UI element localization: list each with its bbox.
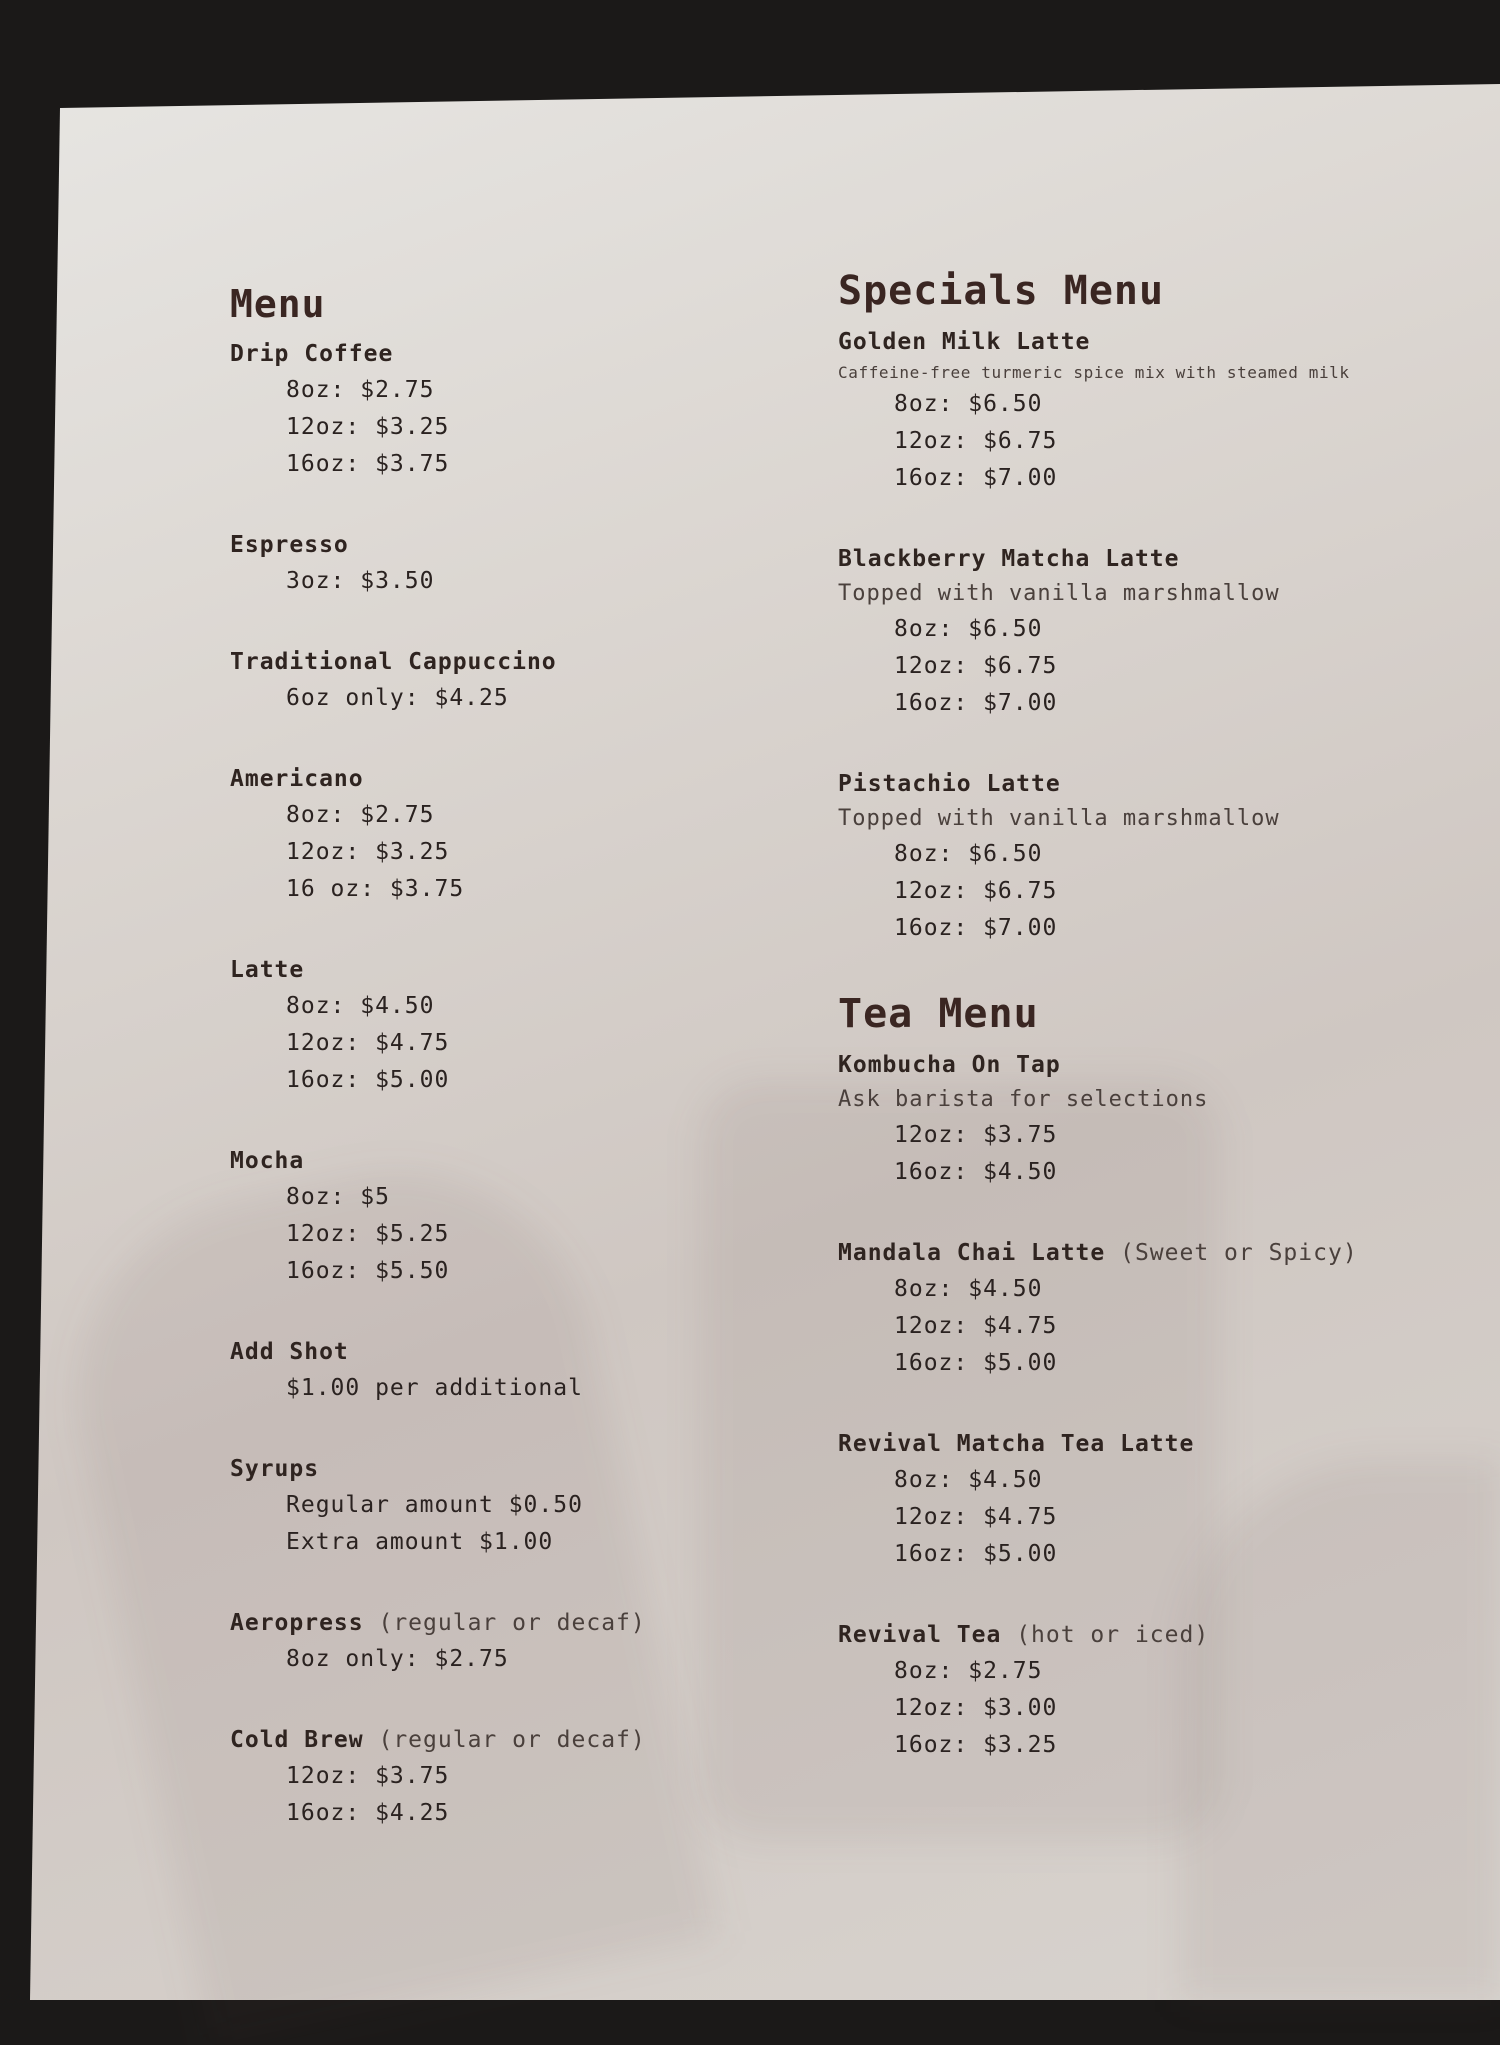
item-price: 16oz: $7.00 xyxy=(894,690,1058,716)
item-price: 6oz only: $4.25 xyxy=(286,685,509,711)
item-price: 16oz: $7.00 xyxy=(894,465,1058,491)
item-description: Caffeine-free turmeric spice mix with steamed milk xyxy=(838,363,1350,382)
item-name: Aeropress xyxy=(230,1610,364,1636)
item-name: Blackberry Matcha Latte xyxy=(838,546,1180,572)
item-note: (regular or decaf) xyxy=(378,1610,646,1636)
item-price: 8oz: $5 xyxy=(286,1184,390,1210)
item-price: 12oz: $4.75 xyxy=(286,1030,450,1056)
item-price: 12oz: $3.00 xyxy=(894,1695,1058,1721)
item-note: (regular or decaf) xyxy=(378,1727,646,1753)
item-description: Ask barista for selections xyxy=(838,1087,1209,1112)
item-price: 16oz: $4.25 xyxy=(286,1800,450,1826)
menu-item xyxy=(230,1143,870,1290)
item-price: 8oz: $4.50 xyxy=(286,993,435,1019)
item-name: Revival Matcha Tea Latte xyxy=(838,1431,1195,1457)
item-name: Drip Coffee xyxy=(230,341,394,367)
tea-menu-title: Tea Menu xyxy=(838,991,1039,1037)
menu-item xyxy=(230,1605,870,1678)
item-price: 16oz: $5.00 xyxy=(286,1067,450,1093)
item-price: 16oz: $7.00 xyxy=(894,915,1058,941)
item-price: 12oz: $3.75 xyxy=(894,1122,1058,1148)
item-name: Cold Brew xyxy=(230,1727,364,1753)
menu-item xyxy=(838,324,1478,497)
item-price: 8oz: $2.75 xyxy=(286,377,435,403)
item-name: Syrups xyxy=(230,1456,320,1482)
menu-item xyxy=(838,1047,1478,1191)
item-name: Kombucha On Tap xyxy=(838,1052,1061,1078)
item-name: Golden Milk Latte xyxy=(838,329,1091,355)
item-price: Regular amount $0.50 xyxy=(286,1492,583,1518)
item-price: 16 oz: $3.75 xyxy=(286,876,465,902)
item-price: 12oz: $6.75 xyxy=(894,653,1058,679)
item-price: 12oz: $6.75 xyxy=(894,878,1058,904)
menu-title: Menu xyxy=(230,282,326,326)
item-name: Mandala Chai Latte xyxy=(838,1240,1106,1266)
item-price: 16oz: $5.00 xyxy=(894,1541,1058,1567)
item-price: 8oz: $2.75 xyxy=(894,1658,1043,1684)
item-price: 12oz: $3.25 xyxy=(286,414,450,440)
item-heading xyxy=(838,1235,1478,1271)
item-price: 8oz: $4.50 xyxy=(894,1276,1043,1302)
specials-menu-title: Specials Menu xyxy=(838,268,1165,314)
main-menu-column xyxy=(230,282,870,1876)
item-price: 12oz: $4.75 xyxy=(894,1313,1058,1339)
item-heading xyxy=(230,1605,870,1641)
menu-item xyxy=(230,1722,870,1832)
item-name: Mocha xyxy=(230,1148,305,1174)
menu-item xyxy=(230,1334,870,1407)
item-price: 16oz: $5.50 xyxy=(286,1258,450,1284)
item-heading xyxy=(230,1722,870,1758)
item-price: 12oz: $3.25 xyxy=(286,839,450,865)
item-price: 8oz: $6.50 xyxy=(894,391,1043,417)
item-price: 8oz: $6.50 xyxy=(894,616,1043,642)
item-price: 16oz: $5.00 xyxy=(894,1350,1058,1376)
item-price: 8oz: $4.50 xyxy=(894,1467,1043,1493)
specials-and-tea-column xyxy=(838,268,1478,1808)
menu-item xyxy=(230,527,870,600)
item-name: Pistachio Latte xyxy=(838,771,1061,797)
menu-item xyxy=(838,1617,1478,1764)
item-name: Traditional Cappuccino xyxy=(230,649,557,675)
menu-item xyxy=(230,952,870,1099)
menu-item xyxy=(838,1426,1478,1573)
item-description: Topped with vanilla marshmallow xyxy=(838,806,1280,831)
item-name: Latte xyxy=(230,957,305,983)
item-price: 12oz: $4.75 xyxy=(894,1504,1058,1530)
menu-item xyxy=(838,1235,1478,1382)
item-price: 8oz only: $2.75 xyxy=(286,1646,509,1672)
item-price: 3oz: $3.50 xyxy=(286,568,435,594)
menu-item xyxy=(230,336,870,483)
menu-item xyxy=(230,1451,870,1561)
item-name: Revival Tea xyxy=(838,1622,1002,1648)
item-price: Extra amount $1.00 xyxy=(286,1529,554,1555)
item-note: (Sweet or Spicy) xyxy=(1120,1240,1358,1266)
item-price: 12oz: $3.75 xyxy=(286,1763,450,1789)
menu-item xyxy=(230,761,870,908)
menu-item xyxy=(838,766,1478,947)
item-price: $1.00 per additional xyxy=(286,1375,583,1401)
item-price: 16oz: $3.25 xyxy=(894,1732,1058,1758)
item-price: 12oz: $6.75 xyxy=(894,428,1058,454)
item-heading xyxy=(838,1617,1478,1653)
item-price: 8oz: $2.75 xyxy=(286,802,435,828)
item-description: Topped with vanilla marshmallow xyxy=(838,581,1280,606)
item-name: Add Shot xyxy=(230,1339,349,1365)
menu-item xyxy=(230,644,870,717)
item-price: 12oz: $5.25 xyxy=(286,1221,450,1247)
item-price: 16oz: $4.50 xyxy=(894,1159,1058,1185)
item-name: Espresso xyxy=(230,532,349,558)
item-price: 8oz: $6.50 xyxy=(894,841,1043,867)
menu-item xyxy=(838,541,1478,722)
item-price: 16oz: $3.75 xyxy=(286,451,450,477)
item-note: (hot or iced) xyxy=(1016,1622,1210,1648)
item-name: Americano xyxy=(230,766,364,792)
